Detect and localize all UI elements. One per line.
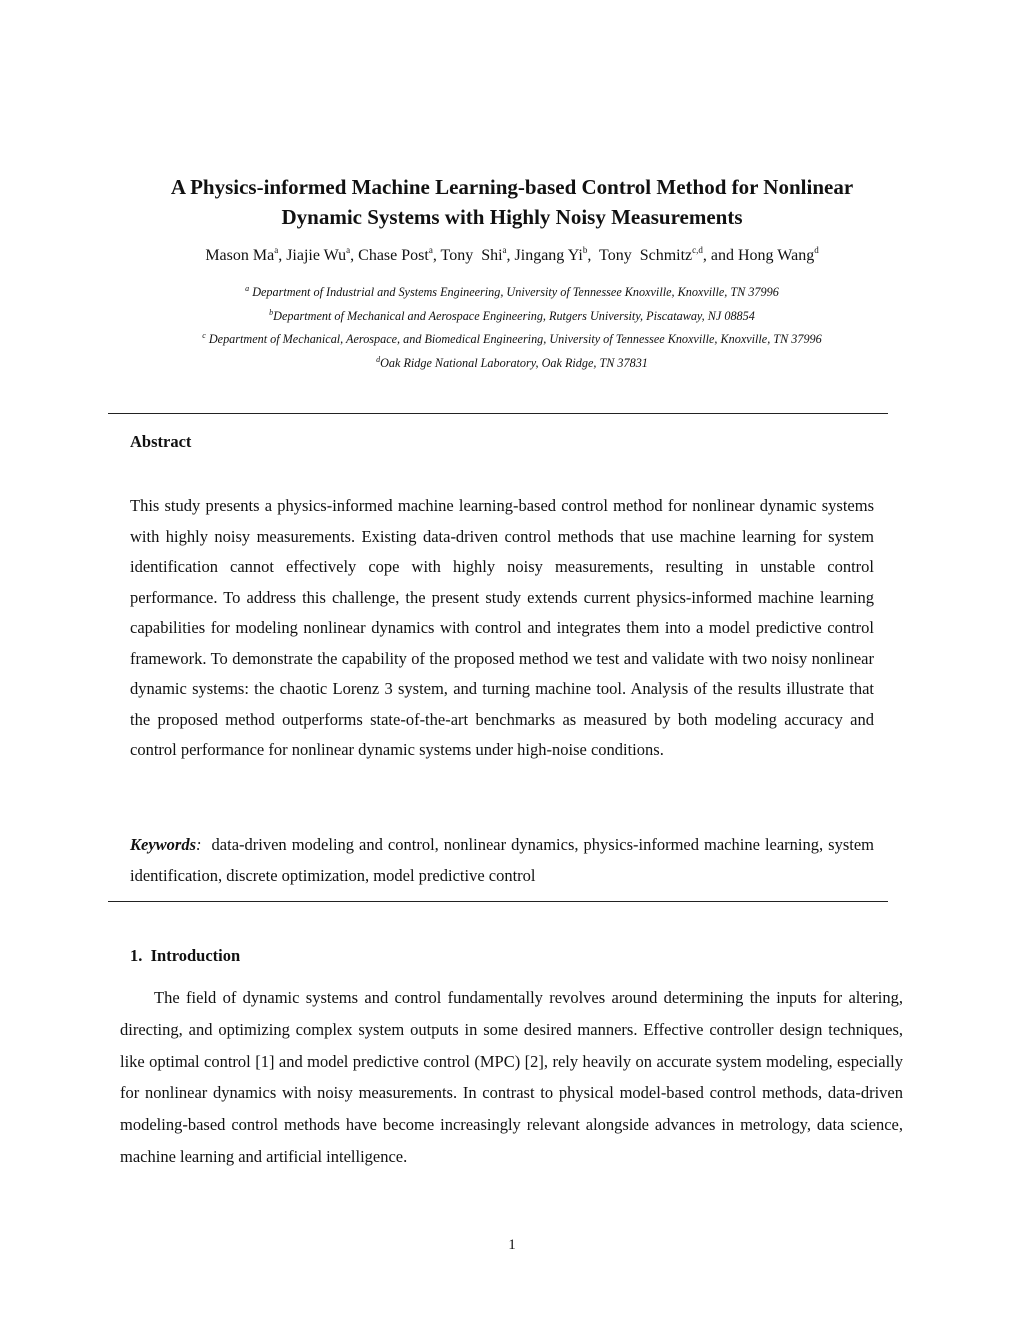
author: Jingang Yi$^b$, xyxy=(514,245,600,264)
bottom-divider xyxy=(108,901,888,902)
top-divider xyxy=(108,413,888,414)
author: Chase Post$^a$, xyxy=(358,245,441,264)
keywords xyxy=(130,830,879,891)
abstract-heading: Abstract xyxy=(130,432,192,451)
keywords-colon: : xyxy=(196,835,202,854)
affiliation: $^d$Oak Ridge National Laboratory, Oak Ridge, TN 37831 xyxy=(376,354,648,370)
abstract-body: This study presents a physics-informed machine learning-based control method for nonlinear dynamic systems with highly noisy measurements. Existing data-driven control methods that use machine learning for system identification cannot effectively cope with highly noisy measurements, resulting in unstable control performance. To address this challenge, the present study extends current physics-informed machine learning capabilities for modeling nonlinear dynamics with control and integrates them into a model predictive control framework. To demonstrate the capability of the proposed method we test and validate with two noisy nonlinear dynamic systems: the chaotic Lorenz 3 system, and turning machine tool. Analysis of the results illustrate that the proposed method outperforms state-of-the-art benchmarks as measured by both modeling accuracy and control performance for nonlinear dynamic systems under high-noise conditions. xyxy=(130,496,874,759)
author: Tony Shi$^a$, xyxy=(440,245,515,264)
page-number: 1 xyxy=(508,1237,516,1253)
title-line-2: Dynamic Systems with Highly Noisy Measurements xyxy=(281,205,743,229)
title-line-1: A Physics-informed Machine Learning-based Control Method for Nonlinear xyxy=(170,175,854,199)
author-list xyxy=(0,245,1024,267)
keywords-label: Keywords xyxy=(130,835,196,854)
author: Tony Schmitz$^{c,d}$, and xyxy=(599,245,738,264)
section-heading-introduction: 1. Introduction xyxy=(130,946,241,965)
keywords-text: data-driven modeling and control, nonlinear dynamics, physics-informed machine learning, system identification, discrete optimization, model predictive control xyxy=(130,835,879,885)
affiliation-list xyxy=(0,281,1024,375)
paper-title xyxy=(0,172,1024,232)
author: Jiajie Wu$^a$, xyxy=(286,245,359,264)
author: Hong Wang$^d$ xyxy=(738,245,819,264)
author: Mason Ma$^a$, xyxy=(205,245,287,264)
affiliation: $^b$Department of Mechanical and Aerospace Engineering, Rutgers University, Piscataway, NJ 08854 xyxy=(269,307,755,323)
affiliation: $^a$ Department of Industrial and Systems Engineering, University of Tennessee Knoxville, Knoxville, TN 37996 xyxy=(245,284,779,299)
introduction-paragraph: The field of dynamic systems and control fundamentally revolves around determining the inputs for altering, directing, and optimizing complex system outputs in some desired manners. Effective controller design techniques, like optimal control [1] and model predictive control (MPC) [2], rely heavily on accurate system modeling, especially for nonlinear dynamics with noisy measurements. In contrast to physical model-based control methods, data-driven modeling-based control methods have become increasingly relevant alongside advances in metrology, data science, machine learning and artificial intelligence. xyxy=(120,988,903,1166)
affiliation: $^c$ Department of Mechanical, Aerospace, and Biomedical Engineering, University of Tennessee Knoxville, Knoxville, TN 37996 xyxy=(202,331,822,346)
